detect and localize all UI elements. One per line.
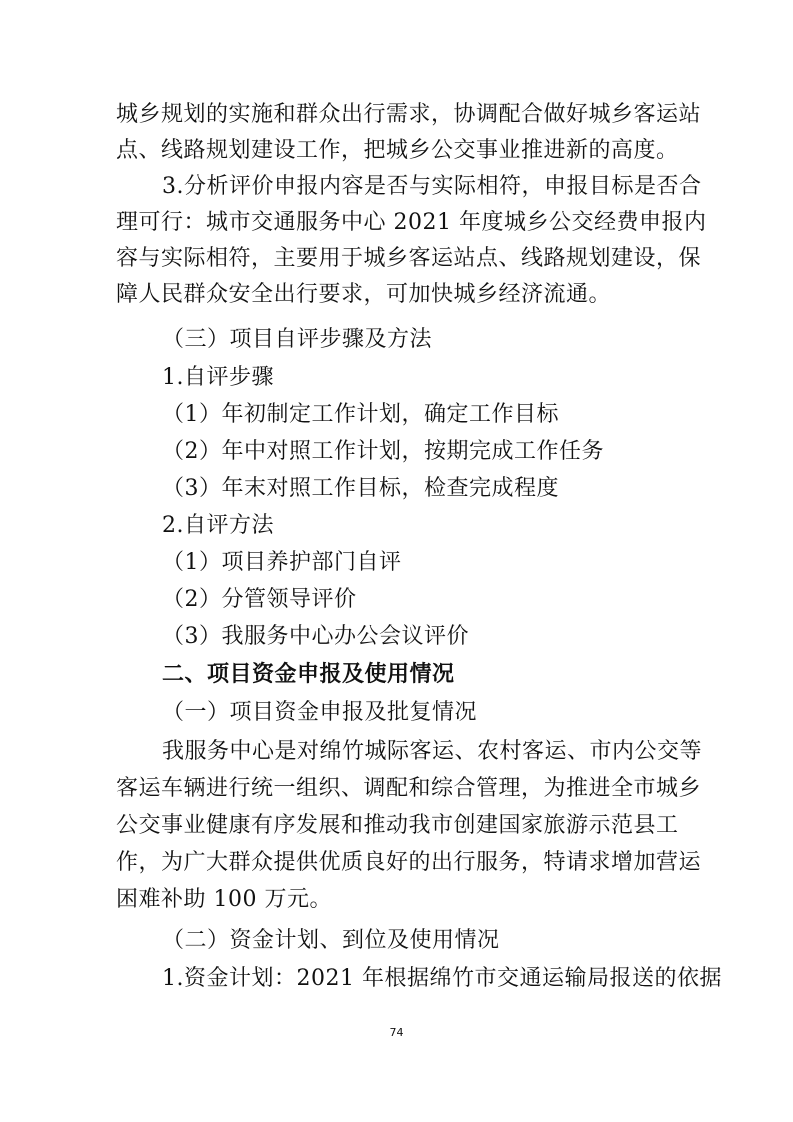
list-item: （2）分管领导评价 bbox=[162, 587, 357, 612]
paragraph-line: 作，为广大群众提供优质良好的出行服务，特请求增加营运 bbox=[116, 850, 702, 875]
paragraph-line: 点、线路规划建设工作，把城乡公交事业推进新的高度。 bbox=[116, 138, 679, 163]
paragraph-line: 3.分析评价申报内容是否与实际相符，申报目标是否合 bbox=[162, 174, 702, 199]
list-item: （3）我服务中心办公会议评价 bbox=[162, 624, 469, 649]
list-item: （1）项目养护部门自评 bbox=[162, 550, 402, 575]
list-item: （1）年初制定工作计划，确定工作目标 bbox=[162, 402, 559, 427]
paragraph-line: 理可行：城市交通服务中心 2021 年度城乡公交经费申报内 bbox=[116, 210, 707, 235]
paragraph-line: 障人民群众安全出行要求，可加快城乡经济流通。 bbox=[116, 282, 612, 307]
list-heading: 1.自评步骤 bbox=[162, 365, 274, 390]
list-heading: 2.自评方法 bbox=[162, 513, 274, 538]
paragraph-line: 我服务中心是对绵竹城际客运、农村客运、市内公交等 bbox=[162, 739, 703, 764]
paragraph-line: 公交事业健康有序发展和推动我市创建国家旅游示范县工 bbox=[116, 813, 679, 838]
subsection-heading: （一）项目资金申报及批复情况 bbox=[162, 700, 478, 725]
paragraph-line: 1.资金计划：2021 年根据绵竹市交通运输局报送的依据 bbox=[162, 966, 722, 991]
subsection-heading: （三）项目自评步骤及方法 bbox=[162, 327, 433, 352]
paragraph-line: 困难补助 100 万元。 bbox=[116, 887, 332, 912]
list-item: （2）年中对照工作计划，按期完成工作任务 bbox=[162, 439, 604, 464]
page-number: 74 bbox=[389, 1026, 404, 1039]
paragraph-line: 容与实际相符，主要用于城乡客运站点、线路规划建设，保 bbox=[116, 246, 702, 271]
section-heading: 二、项目资金申报及使用情况 bbox=[162, 662, 455, 687]
paragraph-line: 城乡规划的实施和群众出行需求，协调配合做好城乡客运站 bbox=[116, 102, 702, 127]
list-item: （3）年末对照工作目标，检查完成程度 bbox=[162, 476, 559, 501]
subsection-heading: （二）资金计划、到位及使用情况 bbox=[162, 928, 500, 953]
paragraph-line: 客运车辆进行统一组织、调配和综合管理，为推进全市城乡 bbox=[116, 776, 702, 801]
